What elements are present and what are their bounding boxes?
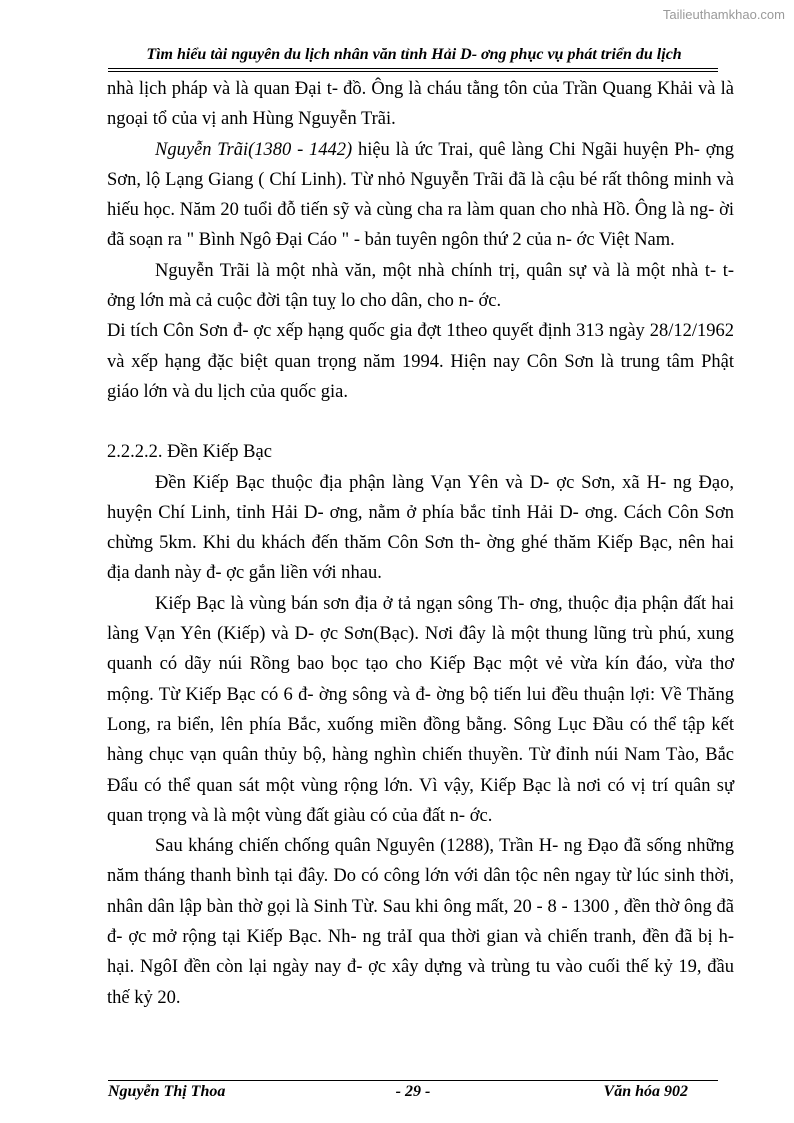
section-heading: 2.2.2.2. Đền Kiếp Bạc	[107, 442, 272, 463]
paragraph-2	[107, 135, 734, 256]
header-rule	[108, 68, 718, 69]
document-body	[107, 74, 734, 1013]
footer-class: Văn hóa 902	[603, 1083, 688, 1100]
page-footer	[108, 1083, 718, 1105]
paragraph-4: Di tích Côn Sơn đ- ợc xếp hạng quốc gia đợt 1theo quyết định 313 ngày 28/12/1962 và xếp hạng đặc biệt quan trọng năm 1994. Hiện nay Côn Sơn là trung tâm Phật giáo lớn và du lịch của quốc gia.	[107, 321, 734, 402]
header-rule-thin	[108, 71, 718, 72]
footer-page-number: - 29 -	[395, 1083, 431, 1100]
paragraph-5: Đền Kiếp Bạc thuộc địa phận làng Vạn Yên và D- ợc Sơn, xã H- ng Đạo, huyện Chí Linh, tỉnh Hải D- ơng, nằm ở phía bắc tỉnh Hải D- ơng. Cách Côn Sơn chừng 5km. Khi du khách đến thăm Côn Sơn th- ờng ghé thăm Kiếp Bạc, nên hai địa danh này đ- ợc gắn liền với nhau.	[107, 472, 734, 584]
footer-author: Nguyễn Thị Thoa	[108, 1083, 226, 1100]
paragraph-6: Kiếp Bạc là vùng bán sơn địa ở tả ngạn sông Th- ơng, thuộc địa phận đất hai làng Vạn Yên (Kiếp) và D- ợc Sơn(Bạc). Nơi đây là một thung lũng trù phú, xung quanh có dãy núi Rồng bao bọc tạo cho Kiếp Bạc một vẻ vừa kín đáo, vừa thơ mộng. Từ Kiếp Bạc có 6 đ- ờng sông và đ- ờng bộ tiến lui đều thuận lợi: Về Thăng Long, ra biển, lên phía Bắc, xuống miền đồng bằng. Sông Lục Đầu có thể tập kết hàng chục vạn quân thủy bộ, hàng nghìn chiến thuyền. Từ đỉnh núi Nam Tào, Bắc Đẩu có thể quan sát một vùng rộng lớn. Vì vậy, Kiếp Bạc là nơi có vị trí quân sự quan trọng và là một vùng đất giàu có của đất n- ớc.	[107, 593, 734, 826]
watermark: Tailieuthamkhao.com	[662, 7, 785, 22]
spacer	[107, 407, 734, 437]
paragraph-1: nhà lịch pháp và là quan Đại t- đồ. Ông là cháu tằng tôn của Trần Quang Khải và là ngoại tổ của vị anh Hùng Nguyễn Trãi.	[107, 79, 734, 130]
paragraph-3: Nguyễn Trãi là một nhà văn, một nhà chính trị, quân sự và là một nhà t- t- ởng lớn mà cả cuộc đời tận tuỵ lo cho dân, cho n- ớc.	[107, 260, 734, 312]
paragraph-2-name: Nguyễn Trãi(1380 - 1442)	[155, 139, 353, 160]
paragraph-7: Sau kháng chiến chống quân Nguyên (1288), Trần H- ng Đạo đã sống những năm tháng thanh bình tại đây. Do có công lớn với dân tộc nên ngay từ lúc sinh thời, nhân dân lập bàn thờ gọi là Sinh Từ. Sau khi ông mất, 20 - 8 - 1300 , đền thờ ông đã đ- ợc mở rộng tại Kiếp Bạc. Nh- ng trảI qua thời gian và chiến tranh, đền đã bị h- hại. NgôI đền còn lại ngày nay đ- ợc xây dựng và trùng tu vào cuối thế kỷ 19, đầu thế kỷ 20.	[107, 836, 734, 1008]
paragraph-2-text: hiệu là ức Trai, quê làng Chi Ngãi huyện Ph- ợng Sơn, lộ Lạng Giang ( Chí Linh). Từ nhỏ Nguyễn Trãi đã là cậu bé rất thông minh và hiếu học. Năm 20 tuổi đỗ tiến sỹ và cùng cha ra làm quan cho nhà Hồ. Ông là ng- ời đã soạn ra " Bình Ngô Đại Cáo " - bản tuyên ngôn thứ 2 của n- ớc Việt Nam.	[107, 139, 734, 251]
page-header: Tìm hiểu tài nguyên du lịch nhân văn tỉnh Hải D- ơng phục vụ phát triển du lịch	[146, 46, 682, 63]
footer-rule	[108, 1080, 718, 1081]
